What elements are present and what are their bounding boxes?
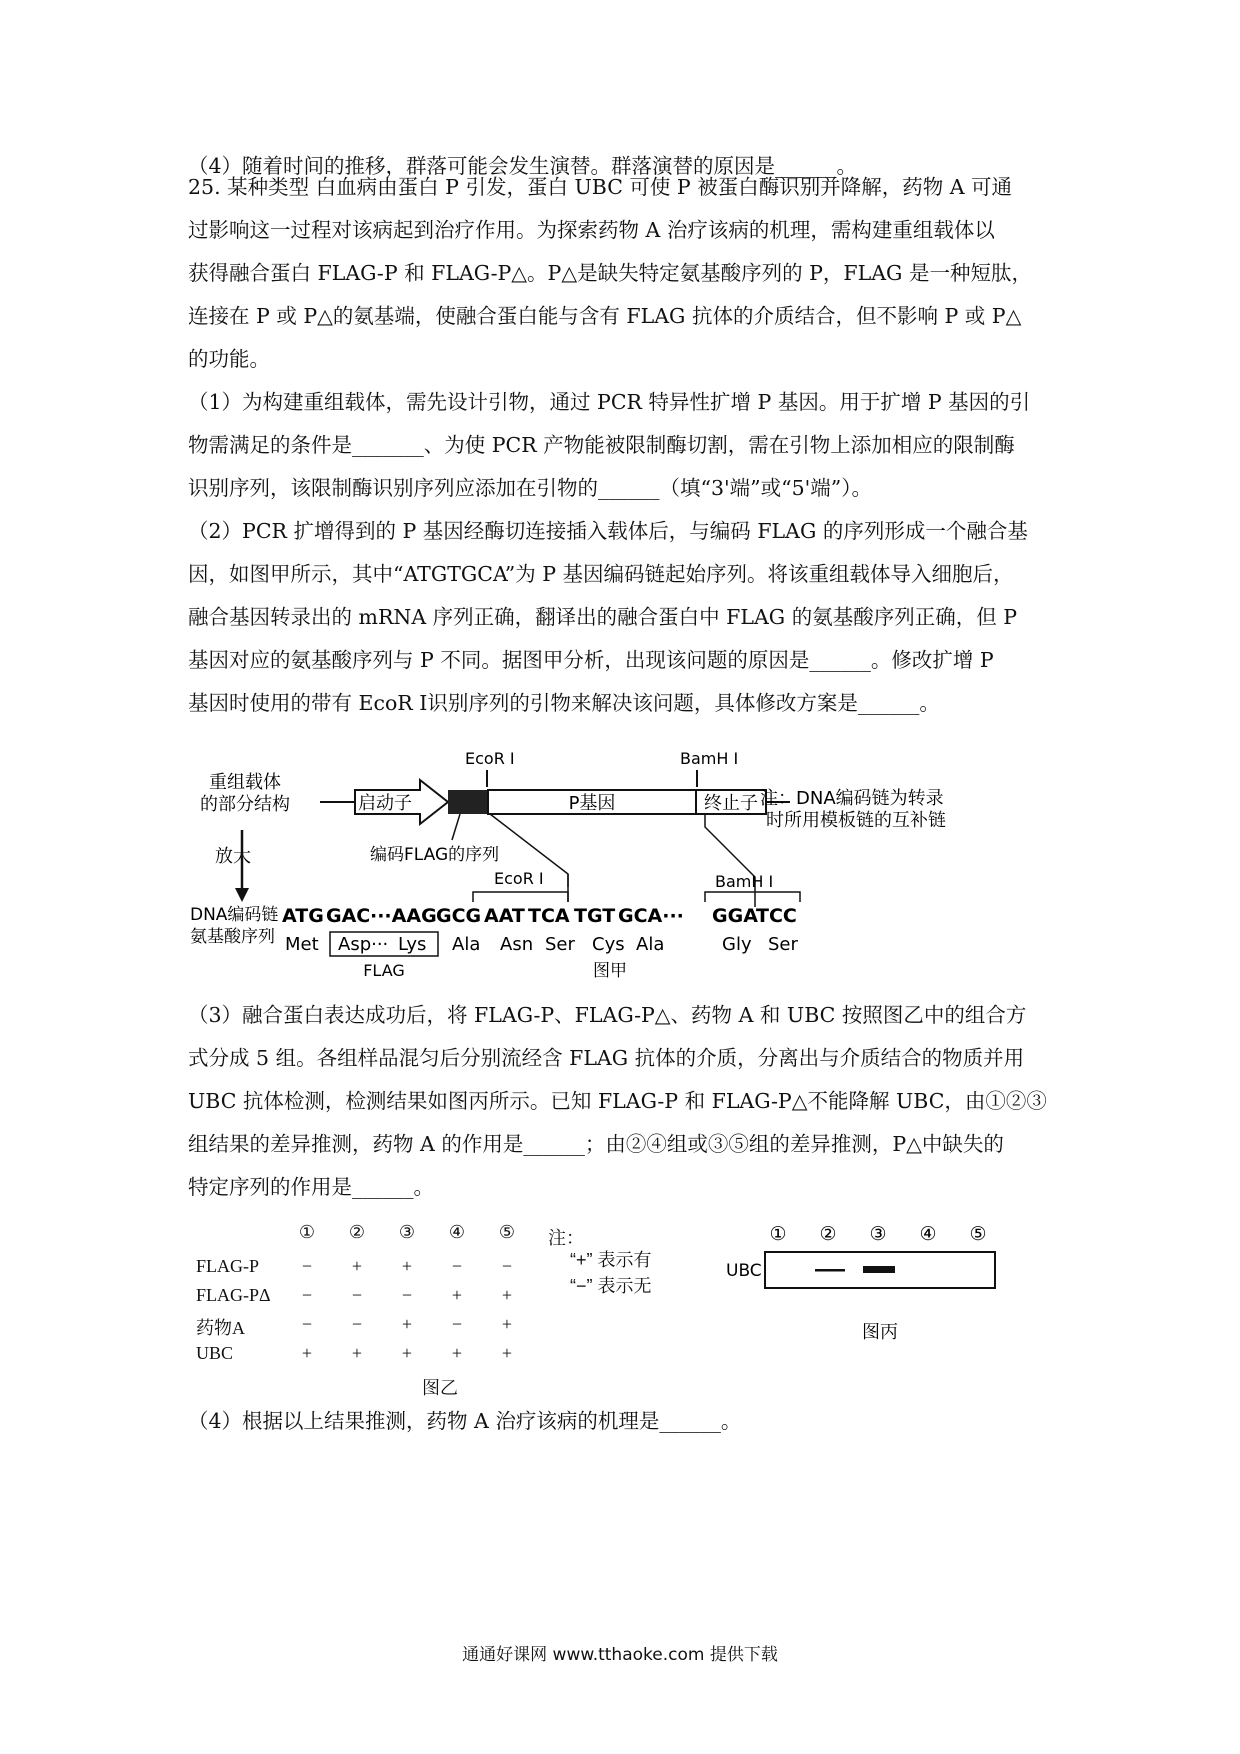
enlarge-arrow-head <box>235 888 249 902</box>
amino-acid-row <box>285 934 799 955</box>
footer: 通通好课网 www.tthaoke.com 提供下载 <box>462 1645 778 1665</box>
flag-pointer <box>452 814 460 840</box>
amino-acid: Ser <box>768 934 798 955</box>
ubc-row-label: UBC <box>726 1261 762 1281</box>
group-header: ② <box>819 1223 837 1245</box>
terminator-label: 终止子 <box>704 793 758 814</box>
vector-label-2: 的部分结构 <box>200 794 290 815</box>
text-line: 识别序列，该限制酶识别序列应添加在引物的______（填“3'端”或“5'端”）。 <box>188 476 873 500</box>
row-label: FLAG-PΔ <box>196 1285 271 1305</box>
table-cell: + <box>351 1343 363 1363</box>
table-cell: − <box>351 1314 363 1334</box>
text-line: 式分成 5 组。各组样品混匀后分别流经含 FLAG 抗体的介质，分离出与介质结合的物质并用 <box>188 1046 1025 1070</box>
table-cell: + <box>501 1343 513 1363</box>
text-line: （4）随着时间的推移，群落可能会发生演替。群落演替的原因是______。 <box>188 154 858 178</box>
table-cell: + <box>451 1343 463 1363</box>
group-header: ① <box>298 1222 316 1242</box>
text-line: UBC 抗体检测，检测结果如图丙所示。已知 FLAG-P 和 FLAG-P△不能降解 UBC，由①②③ <box>188 1089 1047 1113</box>
text-line: 融合基因转录出的 mRNA 序列正确，翻译出的融合蛋白中 FLAG 的氨基酸序列正确，但 P <box>188 605 1018 629</box>
figure-bing-caption: 图丙 <box>862 1322 898 1343</box>
table-cell: + <box>451 1285 463 1305</box>
flag-bottom-label: FLAG <box>363 961 405 980</box>
codon: GCA··· <box>618 905 684 927</box>
amino-acid: Ala <box>636 934 665 955</box>
text-line: （2）PCR 扩增得到的 P 基因经酶切连接插入载体后，与编码 FLAG 的序列形成一个融合基 <box>188 519 1028 543</box>
table-cell: − <box>301 1314 313 1334</box>
amino-acid: Ser <box>545 934 575 955</box>
text-line: 获得融合蛋白 FLAG-P 和 FLAG-P△。P△是缺失特定氨基酸序列的 P，FLAG 是一种短肽， <box>188 261 1032 285</box>
dna-label-1: DNA编码链 <box>190 905 279 925</box>
row-label: 药物A <box>196 1318 245 1338</box>
text-line: 基因时使用的带有 EcoR Ⅰ识别序列的引物来解决该问题，具体修改方案是______。 <box>188 691 940 715</box>
ecor1-bottom-label: EcoR Ⅰ <box>494 869 544 888</box>
bamh1-top-label: BamH Ⅰ <box>680 749 739 768</box>
table-cell: + <box>351 1256 363 1276</box>
table-cell: + <box>501 1314 513 1334</box>
codon: ATG <box>282 905 324 927</box>
amino-acid: Met <box>285 934 319 955</box>
vector-label-1: 重组载体 <box>209 772 281 793</box>
codon: TCC <box>756 905 797 927</box>
text-line: 特定序列的作用是______。 <box>188 1175 434 1199</box>
table-cell: − <box>301 1256 313 1276</box>
note-title: 注： <box>548 1228 584 1248</box>
group-header: ③ <box>398 1222 416 1242</box>
gel-band-thin <box>815 1269 845 1272</box>
ecor1-top-label: EcoR Ⅰ <box>465 749 515 768</box>
bamh1-bottom-label: BamH Ⅰ <box>715 872 774 891</box>
codon-row <box>282 905 797 927</box>
text-line: 的功能。 <box>188 347 270 371</box>
amino-acid: Ala <box>452 934 481 955</box>
table-cell: − <box>451 1256 463 1276</box>
amino-acid: Asn <box>500 934 534 955</box>
note-line-2: 时所用模板链的互补链 <box>766 810 946 831</box>
codon: GAC <box>326 905 371 927</box>
group-header: ⑤ <box>969 1223 987 1245</box>
codon: GCG <box>436 905 482 927</box>
note-plus: “+” 表示有 <box>570 1250 652 1270</box>
table-cell: + <box>401 1256 413 1276</box>
codon: AAT <box>484 905 525 927</box>
table-cell: − <box>301 1285 313 1305</box>
question-25-intro <box>188 166 1068 381</box>
row-label: UBC <box>196 1343 234 1363</box>
amino-acid: Gly <box>722 934 752 955</box>
table-cell: + <box>401 1343 413 1363</box>
table-cell: − <box>501 1256 513 1276</box>
text-line: 组结果的差异推测，药物 A 的作用是______；由②④组或③⑤组的差异推测，P△中缺失的 <box>188 1132 1004 1156</box>
p-gene-label: P基因 <box>568 793 616 814</box>
text-line: 物需满足的条件是_______、为使 PCR 产物能被限制酶切割，需在引物上添加相应的限制酶 <box>188 433 1015 457</box>
table-cell: + <box>501 1285 513 1305</box>
table-cell: + <box>301 1343 313 1363</box>
amino-acid: Cys <box>592 934 625 955</box>
table-cell: + <box>401 1314 413 1334</box>
group-header: ① <box>769 1223 787 1245</box>
gel-band-thick <box>863 1266 895 1273</box>
text-line: （1）为构建重组载体，需先设计引物，通过 PCR 特异性扩增 P 基因。用于扩增 P 基因的引 <box>188 390 1031 414</box>
figure-jia <box>190 742 1070 987</box>
flag-seq-label: 编码FLAG的序列 <box>370 845 500 865</box>
figure-yi-note <box>548 1225 652 1299</box>
bamh1-site-bracket <box>705 892 800 902</box>
dna-label-2: 氨基酸序列 <box>190 927 275 947</box>
group-header: ④ <box>448 1222 466 1242</box>
codon: TCA <box>528 905 570 927</box>
row-label: FLAG-P <box>196 1256 260 1276</box>
group-header: ③ <box>869 1223 887 1245</box>
text-line: 连接在 P 或 P△的氨基端，使融合蛋白能与含有 FLAG 抗体的介质结合，但不影响 P 或 P△ <box>188 304 1022 328</box>
figure-jia-caption: 图甲 <box>593 961 627 981</box>
amino-acid: Lys <box>398 934 427 955</box>
group-header: ④ <box>919 1223 937 1245</box>
group-header: ② <box>348 1222 366 1242</box>
group-header: ⑤ <box>498 1222 516 1242</box>
subquestion-2 <box>188 510 1068 725</box>
codon: GGA <box>712 905 758 927</box>
text-line: 因，如图甲所示，其中“ATGTGCA”为 P 基因编码链起始序列。将该重组载体导入细胞后， <box>188 562 1014 586</box>
subquestion-3 <box>188 994 1068 1209</box>
text-line: 25. 某种类型 白血病由蛋白 P 引发，蛋白 UBC 可使 P 被蛋白酶识别并降解，药物 A 可通 <box>188 175 1013 199</box>
ecor1-expansion-line <box>490 814 568 902</box>
text-line: 基因对应的氨基酸序列与 P 不同。据图甲分析，出现该问题的原因是______。修改扩增 P <box>188 648 994 672</box>
figure-yi-caption: 图乙 <box>422 1378 458 1398</box>
table-cell: − <box>451 1314 463 1334</box>
figure-bing <box>720 1220 1020 1350</box>
text-line: 过影响这一过程对该病起到治疗作用。为探索药物 A 治疗该病的机理，需构建重组载体以 <box>188 218 995 242</box>
enlarge-label: 放大 <box>215 846 251 867</box>
table-cell: − <box>401 1285 413 1305</box>
promoter-label: 启动子 <box>358 793 412 814</box>
table-cell: − <box>351 1285 363 1305</box>
text-line: （3）融合蛋白表达成功后，将 FLAG-P、FLAG-P△、药物 A 和 UBC 按照图乙中的组合方 <box>188 1003 1027 1027</box>
bing-headers <box>769 1223 986 1245</box>
note-minus: “−” 表示无 <box>570 1276 652 1296</box>
subquestion-1 <box>188 381 1068 510</box>
note-line-1: 注：DNA编码链为转录 <box>760 788 944 809</box>
amino-acid: Asp··· <box>338 934 389 955</box>
subquestion-4 <box>188 1400 1068 1443</box>
codon: TGT <box>574 905 616 927</box>
flag-seq-block <box>448 790 488 814</box>
text-line: （4）根据以上结果推测，药物 A 治疗该病的机理是______。 <box>188 1409 742 1433</box>
ecor1-site-bracket <box>473 892 568 902</box>
codon: ···AAG <box>370 905 437 927</box>
